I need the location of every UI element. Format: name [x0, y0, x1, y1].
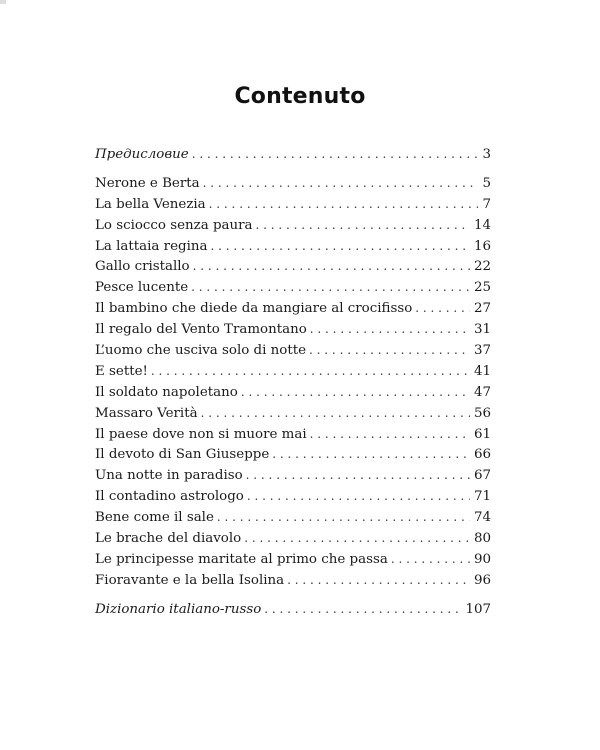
toc-entry-page: 27 [473, 301, 491, 317]
toc-entry-page: 61 [473, 426, 491, 442]
toc-entry-title: Le brache del diavolo [95, 531, 242, 547]
toc-entry-page: 56 [473, 405, 491, 421]
toc-entry-page: 67 [473, 468, 491, 484]
toc-entry [95, 277, 491, 298]
toc-entry-title: Il paese dove non si muore mai [95, 426, 307, 442]
toc-entry [95, 319, 491, 340]
toc-entries [95, 173, 491, 591]
dot-leader [247, 486, 470, 507]
toc-entry-title: Предисловие [95, 147, 189, 162]
dot-leader [246, 465, 470, 486]
toc-entry-title: La bella Venezia [95, 196, 206, 212]
toc-entry-page: 31 [473, 322, 491, 338]
toc-entry-page: 66 [473, 447, 491, 463]
dot-leader [391, 549, 470, 570]
toc-entry-page: 14 [473, 217, 491, 233]
toc-entry [95, 549, 491, 570]
toc-entry-title: La lattaia regina [95, 238, 208, 254]
dot-leader [272, 444, 470, 465]
dot-leader [217, 507, 470, 528]
toc-entry-page: 22 [473, 259, 491, 275]
dot-leader [151, 361, 470, 382]
dot-leader [193, 256, 470, 277]
toc-entry-title: Le principesse maritate al primo che passa [95, 551, 388, 567]
toc-entry-title: Il bambino che diede da mangiare al crocifisso [95, 301, 413, 317]
toc-entry-page: 7 [482, 196, 491, 212]
toc-entry-page: 90 [473, 551, 491, 567]
toc-entry-page: 5 [482, 175, 491, 191]
toc-entry [95, 173, 491, 194]
toc-entry-title: E sette! [95, 363, 148, 379]
toc-entry-page: 16 [473, 238, 491, 254]
toc-entry-page: 3 [482, 147, 491, 162]
toc-entry [95, 361, 491, 382]
toc-entry-title: Il devoto di San Giuseppe [95, 447, 270, 463]
toc-entry-page: 25 [473, 280, 491, 296]
toc-entry-page: 80 [473, 531, 491, 547]
toc-entry-page: 41 [473, 363, 491, 379]
toc-entry-title: L’uomo che usciva solo di notte [95, 343, 307, 359]
toc-entry-title: Pesce lucente [95, 280, 189, 296]
toc-entry [95, 403, 491, 424]
toc-entry-title: Dizionario italiano-russo [95, 601, 262, 617]
dot-leader [241, 382, 470, 403]
toc-entry-dictionary [95, 599, 491, 620]
toc-entry [95, 215, 491, 236]
toc-entry-page: 107 [465, 601, 491, 617]
toc-entry [95, 382, 491, 403]
toc-entry [95, 340, 491, 361]
toc-entry [95, 465, 491, 486]
dot-leader [201, 403, 470, 424]
dot-leader [203, 173, 479, 194]
toc-entry [95, 298, 491, 319]
dot-leader [415, 298, 470, 319]
dot-leader [309, 340, 470, 361]
toc-entry-page: 37 [473, 343, 491, 359]
toc-entry-title: Il regalo del Vento Tramontano [95, 322, 307, 338]
toc-entry-title: Massaro Verità [95, 405, 198, 421]
toc-entry [95, 194, 491, 215]
toc-entry [95, 424, 491, 445]
dot-leader [192, 144, 479, 165]
toc-entry [95, 570, 491, 591]
dot-leader [244, 528, 470, 549]
toc-entry [95, 486, 491, 507]
toc-entry-title: Fioravante e la bella Isolina [95, 572, 285, 588]
toc-entry [95, 528, 491, 549]
toc-entry-title: Il soldato napoletano [95, 384, 238, 400]
toc-entry-page: 74 [473, 510, 491, 526]
dot-leader [210, 236, 469, 257]
toc-entry [95, 256, 491, 277]
toc-entry-title: Il contadino astrologo [95, 489, 244, 505]
toc-entry-page: 47 [473, 384, 491, 400]
table-of-contents [95, 144, 491, 620]
toc-entry-title: Nerone e Berta [95, 175, 200, 191]
page-title: Contenuto [234, 84, 366, 109]
toc-entry [95, 507, 491, 528]
dot-leader [191, 277, 470, 298]
toc-entry-preface [95, 144, 491, 165]
toc-entry-page: 96 [473, 572, 491, 588]
scan-mark [0, 0, 6, 4]
dot-leader [264, 599, 461, 620]
toc-entry-title: Una notte in paradiso [95, 468, 243, 484]
toc-entry-title: Bene come il sale [95, 510, 214, 526]
toc-entry-title: Gallo cristallo [95, 259, 190, 275]
dot-leader [310, 319, 470, 340]
dot-leader [310, 424, 470, 445]
toc-entry-title: Lo sciocco senza paura [95, 217, 253, 233]
dot-leader [209, 194, 479, 215]
toc-entry [95, 236, 491, 257]
toc-entry [95, 444, 491, 465]
dot-leader [287, 570, 470, 591]
toc-entry-page: 71 [473, 489, 491, 505]
dot-leader [256, 215, 470, 236]
